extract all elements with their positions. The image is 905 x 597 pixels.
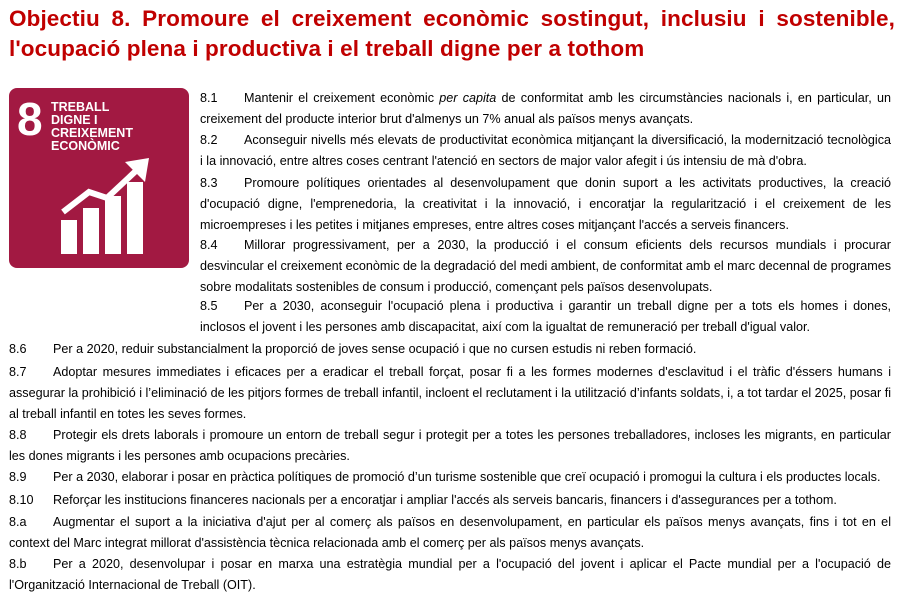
target-text: Per a 2020, reduir substancialment la proporció de joves sense ocupació i que no cursen estudis ni reben formació. <box>53 342 697 356</box>
sdg-label-line: ECONÒMIC <box>51 139 120 153</box>
target-number: 8.b <box>9 557 27 571</box>
target-number: 8.9 <box>9 470 27 484</box>
target-item <box>200 296 891 338</box>
target-item <box>200 130 891 172</box>
target-item <box>9 425 891 467</box>
target-number: 8.4 <box>200 238 218 252</box>
target-number: 8.10 <box>9 493 34 507</box>
target-item <box>9 512 891 554</box>
target-text: Augmentar el suport a la iniciativa d'ajut per al comerç als països en desenvolupament, en particular els països menys avançats, fins i tot en el context del Marc integrat millorat d'assistència tècnica relacionada amb el comerç per als països menys avançats. <box>9 515 891 550</box>
target-item <box>9 554 891 596</box>
target-text: Per a 2030, elaborar i posar en pràctica polítiques de promoció d’un turisme sostenible que creï ocupació i promogui la cultura i els productes locals. <box>53 470 881 484</box>
target-item <box>200 173 891 236</box>
target-text: Per a 2020, desenvolupar i posar en marxa una estratègia mundial per a l'ocupació del jovent i aplicar el Pacte mundial per a l'ocupació de l'Organització Internacional de Treball (OIT). <box>9 557 891 592</box>
target-number: 8.5 <box>200 299 218 313</box>
target-text: Protegir els drets laborals i promoure un entorn de treball segur i protegit per a totes les persones treballadores, incloses les migrants, en particular les dones migrants i les persones amb ocupacions precàries. <box>9 428 891 463</box>
target-number: 8.2 <box>200 133 218 147</box>
target-text: Millorar progressivament, per a 2030, la producció i el consum eficients dels recursos mundials i procurar desvincular el creixement econòmic de la degradació del medi ambient, de conformitat amb el marc decennal de programes sobre modalitats sostenibles de consum i producció, començant pels països desenvolupats. <box>200 238 891 294</box>
target-text-italic: per capita <box>439 91 497 105</box>
target-item <box>9 467 891 488</box>
target-number: 8.3 <box>200 176 218 190</box>
target-item <box>200 88 891 130</box>
target-number: 8.1 <box>200 91 218 105</box>
page-title: Objectiu 8. Promoure el creixement econòmic sostingut, inclusiu i sostenible, l'ocupació plena i productiva i el treball digne per a tothom <box>9 6 895 61</box>
target-item <box>9 362 891 425</box>
target-number: 8.8 <box>9 428 27 442</box>
sdg-label-line: DIGNE I <box>51 113 98 127</box>
target-text: Reforçar les institucions financeres nacionals per a encoratjar i ampliar l'accés als serveis bancaris, financers i d'assegurances per a tothom. <box>53 493 837 507</box>
target-text: de conformitat amb les circumstàncies nacionals i, en particular, un creixement del producte interior brut d'almenys un 7% anual als països menys avançats. <box>200 91 891 126</box>
sdg-label-line: CREIXEMENT <box>51 126 133 140</box>
target-number: 8.6 <box>9 342 27 356</box>
sdg-number: 8 <box>17 93 41 145</box>
target-text: Promoure polítiques orientades al desenvolupament que donin suport a les activitats productives, la creació d'ocupació digne, l'emprenedoria, la creativitat i la innovació, i encoratjar la regularització i el creixement de les microempreses i les petites i mitjanes empreses, entre altres coses mitjançant l'accés a serveis financers. <box>200 176 891 232</box>
target-text: Aconseguir nivells més elevats de productivitat econòmica mitjançant la diversificació, la modernització tecnològica i la innovació, entre altres coses centrant l'atenció en sectors de major valor afegit i ús intensiu de mà d'obra. <box>200 133 891 168</box>
sdg-label-line: TREBALL <box>51 100 110 114</box>
target-item <box>9 490 891 511</box>
target-item <box>200 235 891 298</box>
target-item <box>9 339 891 360</box>
target-text: Per a 2030, aconseguir l'ocupació plena i productiva i garantir un treball digne per a tots els homes i dones, inclosos el jovent i les persones amb discapacitat, així com la igualtat de remuneració per treball d'igual valor. <box>200 299 891 334</box>
target-number: 8.7 <box>9 365 27 379</box>
target-number: 8.a <box>9 515 27 529</box>
target-text: Adoptar mesures immediates i eficaces per a eradicar el treball forçat, posar fi a les formes modernes d'esclavitud i el tràfic d'éssers humans i assegurar la prohibició i l’eliminació de les pitjors formes de treball infantil, incloent el reclutament i la utilització d’infants soldats, i, a tot tardar el 2025, posar fi al treball infantil en totes les seves formes. <box>9 365 891 421</box>
target-text: Mantenir el creixement econòmic <box>244 91 440 105</box>
